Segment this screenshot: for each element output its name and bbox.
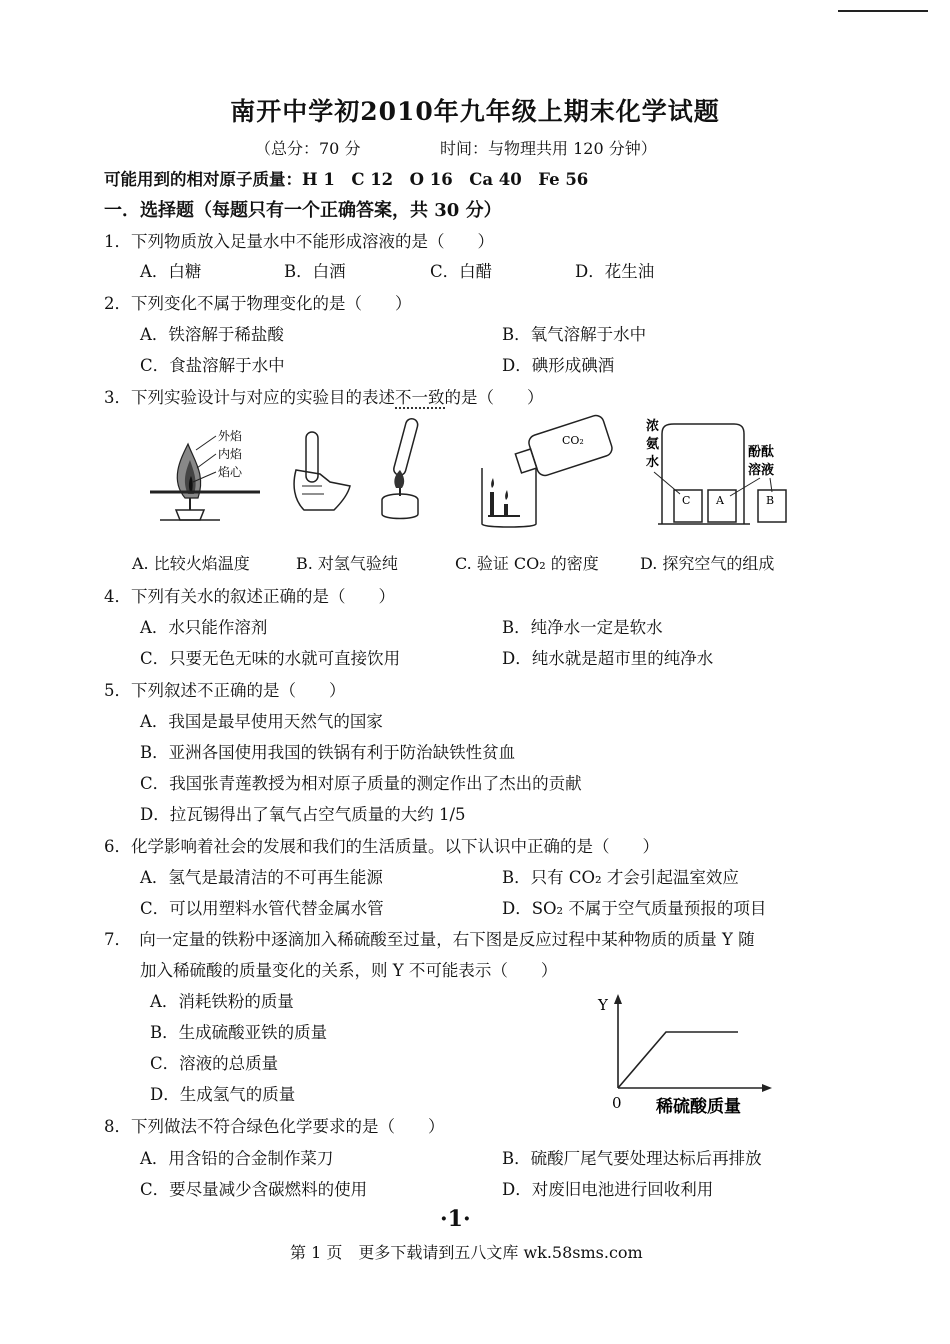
test-tube: [306, 432, 318, 482]
q5-option-d: D．拉瓦锡得出了氧气占空气质量的大约 1/5: [140, 805, 466, 824]
label-ammonia-2: 氨: [646, 437, 660, 452]
molecule-motion-figure: [640, 414, 790, 532]
q3-stem-suffix: 的是（ ）: [444, 388, 544, 407]
q5-stem: 5．下列叙述不正确的是（ ）: [104, 681, 346, 700]
label-ammonia-3: 水: [646, 455, 660, 470]
label-ammonia-1: 浓: [646, 419, 660, 434]
q4-option-b: B．纯净水一定是软水: [502, 618, 663, 637]
q3-stem-emphasis: 不一致: [395, 388, 445, 407]
lamp-tube-figure: [372, 416, 432, 526]
q4-option-a: A．水只能作溶剂: [140, 618, 268, 637]
section-heading: 一．选择题（每题只有一个正确答案，共 30 分）: [104, 200, 502, 221]
q7-option-a: A．消耗铁粉的质量: [150, 992, 294, 1011]
q7-graph: [590, 990, 790, 1118]
q3-stem-prefix: 3．下列实验设计与对应的实验目的表述: [104, 388, 395, 407]
q7-option-c: C．溶液的总质量: [150, 1054, 279, 1073]
q4-stem: 4．下列有关水的叙述正确的是（ ）: [104, 587, 395, 606]
q2-stem: 2．下列变化不属于物理变化的是（ ）: [104, 294, 412, 313]
page-number-mark: ·1·: [440, 1206, 471, 1232]
q5-option-b: B．亚洲各国使用我国的铁锅有利于防治缺铁性贫血: [140, 743, 516, 762]
top-rule: [838, 10, 928, 12]
q2-option-d: D．碘形成碘酒: [502, 356, 615, 375]
q7-option-d: D．生成氢气的质量: [150, 1085, 296, 1104]
q6-option-c: C．可以用塑料水管代替金属水管: [140, 899, 384, 918]
q8-option-a: A．用含铅的合金制作菜刀: [140, 1149, 334, 1168]
q2-option-a: A．铁溶解于稀盐酸: [140, 325, 284, 344]
label-inner-flame: 内焰: [218, 447, 243, 461]
q7-stem-line1: 7． 向一定量的铁粉中逐滴加入稀硫酸至过量，右下图是反应过程中某种物质的质量 Y 随: [104, 930, 755, 949]
q4-option-d: D．纯水就是超市里的纯净水: [502, 649, 714, 668]
label-outer-flame: 外焰: [218, 429, 243, 443]
q3-option-b: B. 对氢气验纯: [296, 554, 398, 573]
page-title: 南开中学初2010年九年级上期末化学试题: [230, 97, 720, 126]
q2-option-b: B．氧气溶解于水中: [502, 325, 647, 344]
q6-stem: 6．化学影响着社会的发展和我们的生活质量。以下认识中正确的是（ ）: [104, 837, 659, 856]
q8-option-d: D．对废旧电池进行回收利用: [502, 1180, 714, 1199]
q7-option-b: B．生成硫酸亚铁的质量: [150, 1023, 328, 1042]
label-phenolphthalein-2: 溶液: [748, 463, 775, 478]
q3-option-a: A. 比较火焰温度: [132, 554, 250, 573]
co2-label: CO₂: [562, 434, 584, 447]
beaker-label-c: C: [682, 494, 691, 507]
atomic-masses: 可能用到的相对原子质量：H 1 C 12 O 16 Ca 40 Fe 56: [104, 170, 589, 189]
footer-text: 第 1 页 更多下载请到五八文库 wk.58sms.com: [290, 1243, 643, 1262]
q2-option-c: C．食盐溶解于水中: [140, 356, 285, 375]
label-flame-core: 焰心: [218, 465, 243, 479]
total-score: （总分：70 分: [255, 139, 361, 158]
q4-option-c: C．只要无色无味的水就可直接饮用: [140, 649, 401, 668]
q5-option-a: A．我国是最早使用天然气的国家: [140, 712, 383, 731]
q8-option-b: B．硫酸厂尾气要处理达标后再排放: [502, 1149, 762, 1168]
q1-stem: 1．下列物质放入足量水中不能形成溶液的是（ ）: [104, 232, 494, 251]
q1-option-b: B．白酒: [284, 262, 346, 281]
q1-option-a: A．白糖: [140, 262, 202, 281]
y-axis-arrow: [614, 994, 622, 1004]
origin-label: 0: [612, 1094, 622, 1112]
alcohol-lamp: [382, 494, 418, 519]
q6-option-d: D．SO₂ 不属于空气质量预报的项目: [502, 899, 767, 918]
q7-stem-line2: 加入稀硫酸的质量变化的关系，则 Y 不可能表示（ ）: [140, 961, 558, 980]
q8-option-c: C．要尽量减少含碳燃料的使用: [140, 1180, 368, 1199]
q6-option-a: A．氢气是最清洁的不可再生能源: [140, 868, 383, 887]
q1-option-c: C．白醋: [430, 262, 493, 281]
lamp-base: [176, 510, 204, 520]
y-axis-label: Y: [598, 996, 608, 1014]
inverted-test-tube: [392, 417, 419, 476]
x-axis-label: 稀硫酸质量: [656, 1097, 741, 1117]
beaker-label-a: A: [716, 494, 724, 507]
beaker-label-b: B: [766, 494, 775, 507]
flame-figure: [140, 420, 270, 530]
exam-time: 时间：与物理共用 120 分钟）: [440, 139, 657, 158]
co2-density-figure: [476, 408, 616, 532]
q3-stem: [104, 384, 544, 408]
q6-option-b: B．只有 CO₂ 才会引起温室效应: [502, 868, 739, 887]
x-axis-arrow: [762, 1084, 772, 1092]
hydrogen-test-figure: [290, 430, 360, 520]
q1-option-d: D．花生油: [575, 262, 655, 281]
q3-option-d: D. 探究空气的组成: [640, 554, 775, 573]
q3-option-c: C. 验证 CO₂ 的密度: [455, 554, 599, 573]
label-phenolphthalein-1: 酚酞: [748, 445, 775, 460]
hand: [294, 470, 350, 510]
q5-option-c: C．我国张青莲教授为相对原子质量的测定作出了杰出的贡献: [140, 774, 582, 793]
y-curve: [618, 1032, 738, 1088]
q8-stem: 8．下列做法不符合绿色化学要求的是（ ）: [104, 1117, 445, 1136]
